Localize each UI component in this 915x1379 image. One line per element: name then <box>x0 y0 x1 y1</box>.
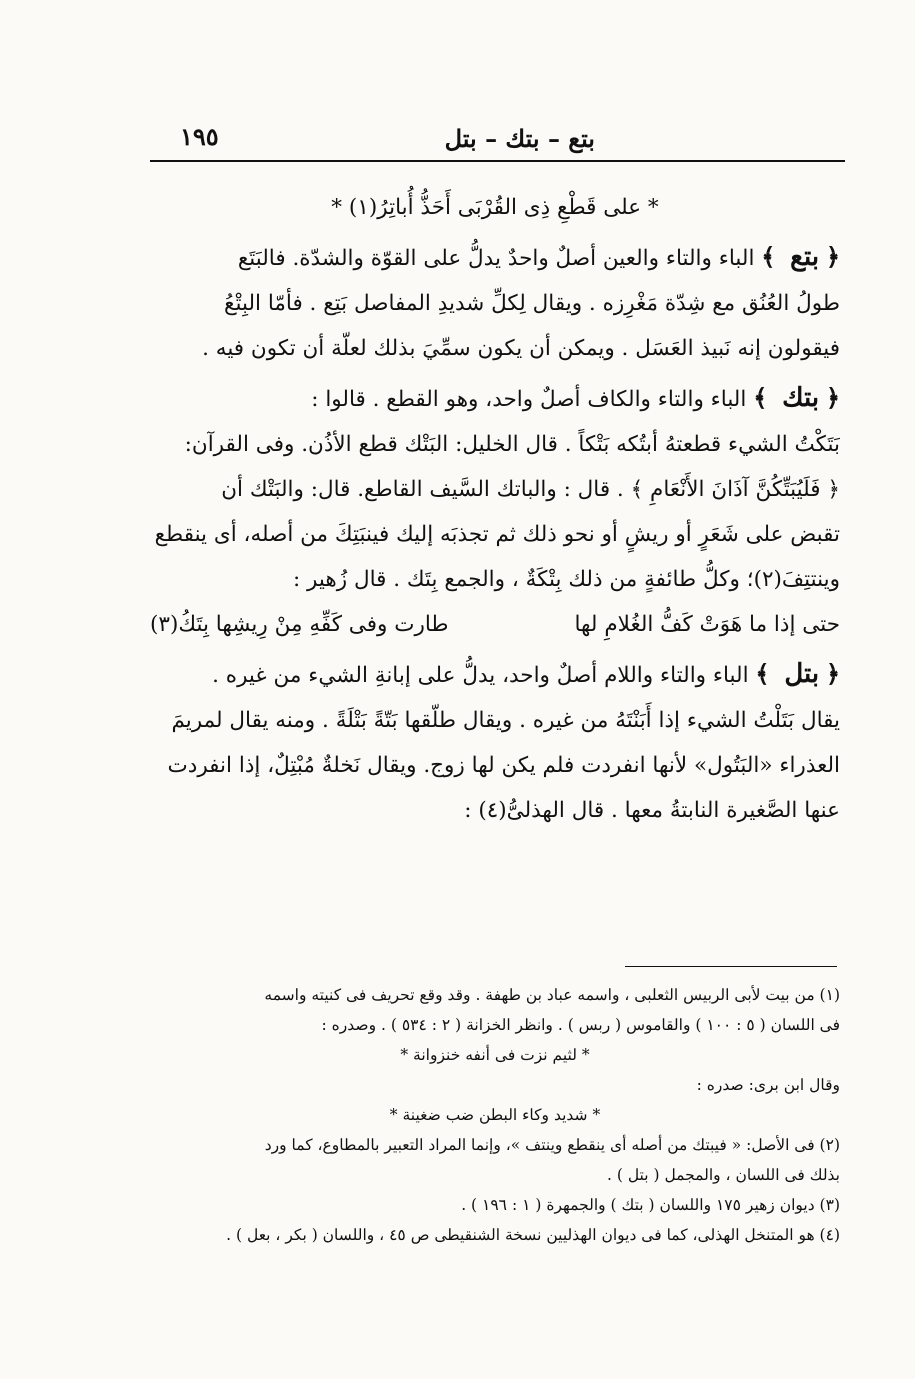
entry-text: الباء والتاء واللام أصلٌ واحد، يدلُّ على إبانةِ الشيء من غيره . <box>212 663 749 688</box>
entry-text-line: بَتَكْتُ الشيء قطعتهُ أبتُكه بَتْكاً . قال الخليل: البَتْك قطع الأذُن. وفى القرآن: <box>184 432 840 457</box>
footnote-line: (١) من بيت لأبى الربيس الثعلبى ، واسمه عباد بن طهفة . وقد وقع تحريف فى كنيته واسمه <box>264 986 840 1004</box>
entry-text-line: تقبض على شَعَرٍ أو ريشٍ أو نحو ذلك ثم تجذبَه إليك فينبَتِكَ من أصله، أى ينقطع <box>154 522 840 547</box>
headword-bta: بتع <box>790 242 820 272</box>
headword-open-bracket: ﴿ <box>825 383 840 412</box>
headword-open-bracket: ﴿ <box>825 242 840 271</box>
footnote-line: وقال ابن برى: صدره : <box>696 1076 840 1094</box>
entry-text-line: وينتتِفَ(٢)؛ وكلُّ طائفةٍ من ذلك بِتْكَةٌ ، والجمع بِتَك . قال زُهير : <box>292 567 840 592</box>
footnote-line: بذلك فى اللسان ، والمجمل ( بتل ) . <box>606 1166 840 1184</box>
entry-text-line: فيقولون إنه نَبيذ العَسَل . ويمكن أن يكون سمِّيَ بذلك لعلّة أن تكون فيه . <box>202 336 840 361</box>
header-rule <box>150 160 845 162</box>
opening-verse: * على قَطْعِ ذِى القُرْبَى أَحَذُّ أُباتِرُ(١) * <box>331 195 659 220</box>
headword-open-bracket: ﴿ <box>825 659 840 688</box>
running-head: بتع – بتك – بتل <box>444 124 595 153</box>
headword-close-bracket: ﴾ <box>753 383 768 412</box>
page-header <box>150 118 840 162</box>
footnote-verse: * لثيم نزت فى أنفه خنزوانة * <box>400 1046 590 1064</box>
footnote-line: فى اللسان ( ٥ : ١٠٠ ) والقاموس ( ربس ) . وانظر الخزانة ( ٢ : ٥٣٤ ) . وصدره : <box>321 1016 840 1034</box>
headword-btl: بتل <box>784 659 820 689</box>
page-number: ١٩٥ <box>180 122 219 151</box>
entry-text: الباء والتاء والكاف أصلٌ واحد، وهو القطع . قالوا : <box>311 387 747 412</box>
headword-close-bracket: ﴾ <box>755 659 770 688</box>
entry-btk-line-1 <box>150 375 840 422</box>
poem-second-hemistich: طارت وفى كَفِّهِ مِنْ رِيشِها بِتَكُ(٣) <box>150 612 449 637</box>
entry-text: الباء والتاء والعين أصلٌ واحدٌ يدلُّ على القوّة والشدّة. فالبَتَع <box>237 246 755 271</box>
entry-btl-line-1 <box>150 651 840 698</box>
entry-text-line: عنها الصَّغيرة النابتةُ معها . قال الهذلىُّ(٤) : <box>464 798 840 823</box>
poem-verse <box>150 602 840 647</box>
footnote-verse: * شديد وكاء البطن ضب ضغينة * <box>389 1106 601 1124</box>
entry-batʿ-line-1 <box>150 234 840 281</box>
main-text <box>150 185 840 833</box>
entry-text-line: طولُ العُنُق مع شِدّة مَغْرِزه . ويقال لِكلِّ شديدِ المفاصل بَتِع . فأمّا البِتْعُ <box>224 291 840 316</box>
quran-quote-line: ﴿ فَلَيُبَتِّكُنَّ آذَانَ الأَنْعَامِ ﴾ . قال : والباتك السَّيف القاطع. قال: والبَتْك أن <box>221 477 840 502</box>
footnote-line: (٤) هو المتنخل الهذلى، كما فى ديوان الهذليين نسخة الشنقيطى ص ٤٥ ، واللسان ( بكر ، بعل ) . <box>226 1226 840 1244</box>
entry-text-line: العذراء «البَتُول» لأنها انفردت فلم يكن لها زوج. ويقال نَخلةٌ مُبْتِلٌ، إذا انفردت <box>167 753 840 778</box>
footnote-line: (٢) فى الأصل: « فيبتك من أصله أى ينقطع وينتف »، وإنما المراد التعبير بالمطاوع، كما ورد <box>264 1136 840 1154</box>
footnotes <box>150 980 840 1250</box>
poem-first-hemistich: حتى إذا ما هَوَتْ كَفُّ الغُلامِ لها <box>574 612 840 637</box>
headword-btk: بتك <box>782 383 820 413</box>
footnote-line: (٣) ديوان زهير ١٧٥ واللسان ( بتك ) والجمهرة ( ١ : ١٩٦ ) . <box>461 1196 840 1214</box>
entry-text-line: يقال بَتَلْتُ الشيء إذا أَبَنْتَهُ من غيره . ويقال طلّقها بَتّةً بَتْلَةً . ومنه يقال لمريمَ <box>171 708 840 733</box>
footnote-rule <box>625 966 837 967</box>
headword-close-bracket: ﴾ <box>761 242 776 271</box>
